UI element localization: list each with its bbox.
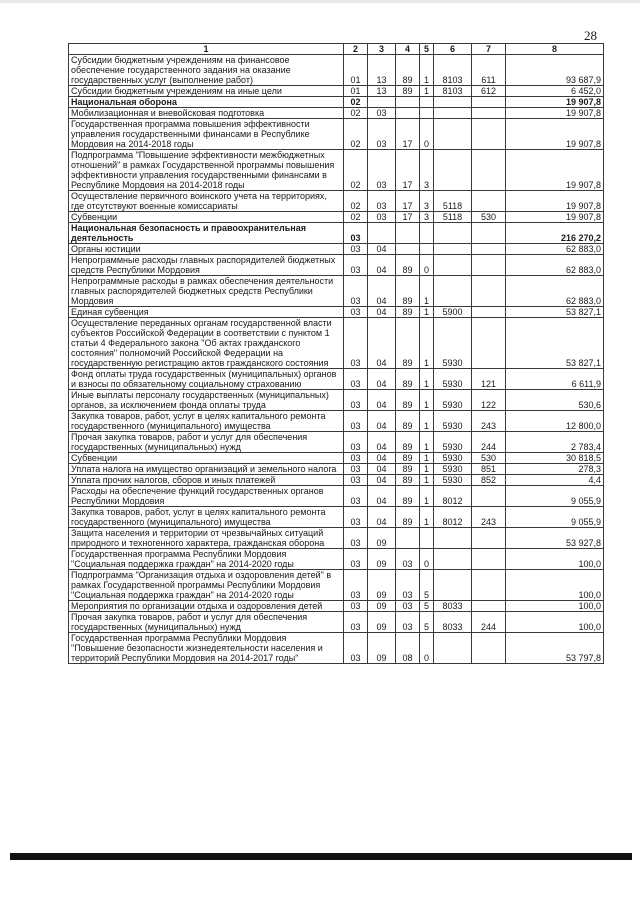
expense-type-cell (472, 191, 506, 212)
amount-cell: 53 927,8 (506, 528, 604, 549)
program-code-cell: 89 (396, 307, 420, 318)
direction-code-cell (434, 223, 472, 244)
row-name-cell: Органы юстиции (69, 244, 344, 255)
subsection-code-cell: 04 (368, 453, 396, 464)
direction-code-cell (434, 119, 472, 150)
section-code-cell: 03 (344, 528, 368, 549)
section-code-cell: 03 (344, 549, 368, 570)
header-cell: 6 (434, 44, 472, 55)
subsection-code-cell: 04 (368, 318, 396, 369)
direction-code-cell (434, 150, 472, 191)
header-cell: 7 (472, 44, 506, 55)
amount-cell: 4,4 (506, 475, 604, 486)
amount-cell: 9 055,9 (506, 507, 604, 528)
header-cell: 5 (420, 44, 434, 55)
row-name-cell: Субсидии бюджетным учреждениям на иные цели (69, 86, 344, 97)
direction-code-cell: 8012 (434, 507, 472, 528)
section-code-cell: 03 (344, 570, 368, 601)
subsection-code-cell: 04 (368, 369, 396, 390)
row-name-cell: Защита населения и территории от чрезвычайных ситуаций природного и техногенного характера, гражданская оборона (69, 528, 344, 549)
section-code-cell: 03 (344, 223, 368, 244)
amount-cell: 53 797,8 (506, 633, 604, 664)
table-row (69, 570, 604, 601)
amount-cell: 30 818,5 (506, 453, 604, 464)
header-cell: 1 (69, 44, 344, 55)
subsection-code-cell (368, 97, 396, 108)
amount-cell: 19 907,8 (506, 150, 604, 191)
direction-code-cell: 8033 (434, 601, 472, 612)
expense-type-cell (472, 223, 506, 244)
row-name-cell: Осуществление первичного воинского учета на территориях, где отсутствуют военные комиссариаты (69, 191, 344, 212)
amount-cell: 53 827,1 (506, 307, 604, 318)
subprogram-code-cell: 0 (420, 255, 434, 276)
table-row (69, 223, 604, 244)
subprogram-code-cell: 1 (420, 486, 434, 507)
section-code-cell: 03 (344, 486, 368, 507)
section-code-cell: 03 (344, 411, 368, 432)
subprogram-code-cell (420, 223, 434, 244)
row-name-cell: Непрограммные расходы главных распорядителей бюджетных средств Республики Мордовия (69, 255, 344, 276)
row-name-cell: Фонд оплаты труда государственных (муниципальных) органов и взносы по обязательному социальному страхованию (69, 369, 344, 390)
scan-bottom-bar (10, 853, 632, 860)
subprogram-code-cell: 1 (420, 307, 434, 318)
expense-type-cell: 244 (472, 612, 506, 633)
program-code-cell: 17 (396, 150, 420, 191)
row-name-cell: Осуществление переданных органам государственной власти субъектов Российской Федерации в соответствии с пунктом 1 статьи 4 Федерального закона "Об актах гражданского состояния" полномочий Российской Федерации на государственную регистрацию актов гражданского состояния (69, 318, 344, 369)
budget-table (68, 43, 604, 664)
expense-type-cell: 121 (472, 369, 506, 390)
subsection-code-cell: 04 (368, 244, 396, 255)
subsection-code-cell: 04 (368, 486, 396, 507)
section-code-cell: 02 (344, 150, 368, 191)
section-code-cell: 02 (344, 119, 368, 150)
amount-cell: 19 907,8 (506, 212, 604, 223)
table-row (69, 528, 604, 549)
section-code-cell: 03 (344, 318, 368, 369)
subsection-code-cell: 09 (368, 612, 396, 633)
expense-type-cell: 243 (472, 507, 506, 528)
expense-type-cell: 611 (472, 55, 506, 86)
row-name-cell: Единая субвенция (69, 307, 344, 318)
subsection-code-cell: 03 (368, 212, 396, 223)
program-code-cell: 03 (396, 570, 420, 601)
row-name-cell: Национальная безопасность и правоохранительная деятельность (69, 223, 344, 244)
subprogram-code-cell: 3 (420, 150, 434, 191)
row-name-cell: Иные выплаты персоналу государственных (муниципальных) органов, за исключением фонда оплаты труда (69, 390, 344, 411)
amount-cell: 19 907,8 (506, 108, 604, 119)
table-row (69, 411, 604, 432)
section-code-cell: 02 (344, 191, 368, 212)
program-code-cell: 89 (396, 464, 420, 475)
amount-cell: 62 883,0 (506, 244, 604, 255)
program-code-cell: 03 (396, 601, 420, 612)
program-code-cell: 89 (396, 318, 420, 369)
subsection-code-cell: 09 (368, 528, 396, 549)
subsection-code-cell: 03 (368, 191, 396, 212)
row-name-cell: Национальная оборона (69, 97, 344, 108)
section-code-cell: 03 (344, 633, 368, 664)
subsection-code-cell: 04 (368, 464, 396, 475)
program-code-cell: 89 (396, 411, 420, 432)
subprogram-code-cell: 1 (420, 369, 434, 390)
header-cell: 8 (506, 44, 604, 55)
subprogram-code-cell: 1 (420, 453, 434, 464)
table-row (69, 276, 604, 307)
table-row (69, 601, 604, 612)
subprogram-code-cell (420, 108, 434, 119)
expense-type-cell (472, 97, 506, 108)
section-code-cell: 03 (344, 276, 368, 307)
subsection-code-cell: 09 (368, 633, 396, 664)
amount-cell: 9 055,9 (506, 486, 604, 507)
expense-type-cell (472, 276, 506, 307)
expense-type-cell (472, 633, 506, 664)
subsection-code-cell: 03 (368, 119, 396, 150)
section-code-cell: 02 (344, 212, 368, 223)
amount-cell: 278,3 (506, 464, 604, 475)
direction-code-cell: 5930 (434, 432, 472, 453)
header-cell: 4 (396, 44, 420, 55)
table-row (69, 475, 604, 486)
row-name-cell: Уплата прочих налогов, сборов и иных платежей (69, 475, 344, 486)
amount-cell: 6 611,9 (506, 369, 604, 390)
section-code-cell: 03 (344, 432, 368, 453)
subprogram-code-cell: 1 (420, 507, 434, 528)
direction-code-cell: 8033 (434, 612, 472, 633)
subprogram-code-cell (420, 528, 434, 549)
row-name-cell: Государственная программа Республики Мордовия "Социальная поддержка граждан" на 2014-2020 годы (69, 549, 344, 570)
direction-code-cell: 5930 (434, 318, 472, 369)
table-row (69, 612, 604, 633)
expense-type-cell (472, 570, 506, 601)
expense-type-cell: 243 (472, 411, 506, 432)
amount-cell: 19 907,8 (506, 119, 604, 150)
program-code-cell: 03 (396, 612, 420, 633)
expense-type-cell (472, 528, 506, 549)
expense-type-cell (472, 318, 506, 369)
header-cell: 3 (368, 44, 396, 55)
program-code-cell (396, 223, 420, 244)
table-row (69, 307, 604, 318)
subsection-code-cell: 04 (368, 411, 396, 432)
section-code-cell: 01 (344, 86, 368, 97)
subsection-code-cell: 04 (368, 276, 396, 307)
direction-code-cell: 5930 (434, 453, 472, 464)
row-name-cell: Закупка товаров, работ, услуг в целях капитального ремонта государственного (муниципального) имущества (69, 411, 344, 432)
program-code-cell: 89 (396, 486, 420, 507)
subsection-code-cell: 13 (368, 86, 396, 97)
program-code-cell (396, 108, 420, 119)
program-code-cell (396, 244, 420, 255)
table-row (69, 369, 604, 390)
expense-type-cell: 612 (472, 86, 506, 97)
amount-cell: 53 827,1 (506, 318, 604, 369)
direction-code-cell: 5900 (434, 307, 472, 318)
subsection-code-cell: 03 (368, 150, 396, 191)
program-code-cell (396, 97, 420, 108)
section-code-cell: 03 (344, 612, 368, 633)
direction-code-cell: 8103 (434, 86, 472, 97)
subprogram-code-cell: 5 (420, 612, 434, 633)
section-code-cell: 02 (344, 97, 368, 108)
table-row (69, 150, 604, 191)
section-code-cell: 03 (344, 601, 368, 612)
subprogram-code-cell: 1 (420, 86, 434, 97)
program-code-cell: 03 (396, 549, 420, 570)
expense-type-cell (472, 244, 506, 255)
subprogram-code-cell: 1 (420, 464, 434, 475)
table-row (69, 633, 604, 664)
amount-cell: 12 800,0 (506, 411, 604, 432)
program-code-cell (396, 528, 420, 549)
row-name-cell: Расходы на обеспечение функций государственных органов Республики Мордовия (69, 486, 344, 507)
direction-code-cell: 8103 (434, 55, 472, 86)
expense-type-cell: 852 (472, 475, 506, 486)
subprogram-code-cell (420, 97, 434, 108)
subsection-code-cell: 04 (368, 475, 396, 486)
direction-code-cell (434, 244, 472, 255)
direction-code-cell: 5930 (434, 475, 472, 486)
direction-code-cell: 5930 (434, 411, 472, 432)
expense-type-cell (472, 108, 506, 119)
expense-type-cell: 530 (472, 212, 506, 223)
amount-cell: 216 270,2 (506, 223, 604, 244)
expense-type-cell (472, 486, 506, 507)
subprogram-code-cell: 1 (420, 318, 434, 369)
direction-code-cell (434, 255, 472, 276)
subprogram-code-cell: 1 (420, 55, 434, 86)
expense-type-cell: 244 (472, 432, 506, 453)
section-code-cell: 03 (344, 390, 368, 411)
amount-cell: 62 883,0 (506, 276, 604, 307)
table-row (69, 86, 604, 97)
table-row (69, 507, 604, 528)
row-name-cell: Подпрограмма "Организация отдыха и оздоровления детей" в рамках Государственной программы Республики Мордовия "Социальная поддержка граждан" на 2014-2020 годы (69, 570, 344, 601)
row-name-cell: Прочая закупка товаров, работ и услуг для обеспечения государственных (муниципальных) нужд (69, 432, 344, 453)
subsection-code-cell: 13 (368, 55, 396, 86)
program-code-cell: 17 (396, 212, 420, 223)
program-code-cell: 17 (396, 119, 420, 150)
expense-type-cell: 530 (472, 453, 506, 464)
section-code-cell: 03 (344, 453, 368, 464)
direction-code-cell: 5930 (434, 390, 472, 411)
direction-code-cell (434, 549, 472, 570)
row-name-cell: Подпрограмма "Повышение эффективности межбюджетных отношений" в рамках Государственной программы повышения эффективности управления государственными финансами в Республике Мордовия на 2014-2018 годы (69, 150, 344, 191)
program-code-cell: 89 (396, 507, 420, 528)
program-code-cell: 08 (396, 633, 420, 664)
row-name-cell: Прочая закупка товаров, работ и услуг для обеспечения государственных (муниципальных) нужд (69, 612, 344, 633)
subprogram-code-cell: 1 (420, 432, 434, 453)
table-row (69, 464, 604, 475)
header-cell: 2 (344, 44, 368, 55)
amount-cell: 100,0 (506, 549, 604, 570)
section-code-cell: 03 (344, 369, 368, 390)
expense-type-cell: 122 (472, 390, 506, 411)
amount-cell: 6 452,0 (506, 86, 604, 97)
section-code-cell: 03 (344, 464, 368, 475)
section-code-cell: 03 (344, 475, 368, 486)
amount-cell: 100,0 (506, 570, 604, 601)
row-name-cell: Непрограммные расходы в рамках обеспечения деятельности главных распорядителей бюджетных средств Республики Мордовия (69, 276, 344, 307)
subsection-code-cell: 04 (368, 307, 396, 318)
amount-cell: 93 687,9 (506, 55, 604, 86)
program-code-cell: 89 (396, 55, 420, 86)
table-row (69, 97, 604, 108)
subprogram-code-cell: 1 (420, 390, 434, 411)
table-header-row (69, 44, 604, 55)
direction-code-cell: 5118 (434, 191, 472, 212)
subprogram-code-cell: 5 (420, 570, 434, 601)
subprogram-code-cell: 1 (420, 276, 434, 307)
table-row (69, 390, 604, 411)
program-code-cell: 17 (396, 191, 420, 212)
amount-cell: 19 907,8 (506, 97, 604, 108)
table-row (69, 255, 604, 276)
table-row (69, 119, 604, 150)
table-row (69, 55, 604, 86)
direction-code-cell (434, 633, 472, 664)
direction-code-cell (434, 570, 472, 601)
amount-cell: 100,0 (506, 601, 604, 612)
scan-edge (0, 0, 640, 3)
subprogram-code-cell: 0 (420, 549, 434, 570)
program-code-cell: 89 (396, 255, 420, 276)
row-name-cell: Закупка товаров, работ, услуг в целях капитального ремонта государственного (муниципального) имущества (69, 507, 344, 528)
expense-type-cell (472, 255, 506, 276)
table-row (69, 212, 604, 223)
amount-cell: 19 907,8 (506, 191, 604, 212)
subsection-code-cell: 09 (368, 601, 396, 612)
expense-type-cell (472, 150, 506, 191)
direction-code-cell: 8012 (434, 486, 472, 507)
table-row (69, 108, 604, 119)
expense-type-cell (472, 119, 506, 150)
table-row (69, 549, 604, 570)
section-code-cell: 01 (344, 55, 368, 86)
amount-cell: 2 783,4 (506, 432, 604, 453)
expense-type-cell: 851 (472, 464, 506, 475)
amount-cell: 100,0 (506, 612, 604, 633)
table-row (69, 453, 604, 464)
table-body (69, 55, 604, 664)
section-code-cell: 03 (344, 507, 368, 528)
subsection-code-cell: 04 (368, 255, 396, 276)
direction-code-cell (434, 108, 472, 119)
row-name-cell: Субсидии бюджетным учреждениям на финансовое обеспечение государственного задания на оказание государственных услуг (выполнение работ) (69, 55, 344, 86)
table-row (69, 486, 604, 507)
table-row (69, 244, 604, 255)
subsection-code-cell: 03 (368, 108, 396, 119)
subsection-code-cell: 04 (368, 390, 396, 411)
expense-type-cell (472, 601, 506, 612)
row-name-cell: Субвенции (69, 453, 344, 464)
subsection-code-cell: 04 (368, 507, 396, 528)
subprogram-code-cell: 1 (420, 411, 434, 432)
subsection-code-cell: 09 (368, 549, 396, 570)
direction-code-cell: 5930 (434, 369, 472, 390)
subprogram-code-cell: 0 (420, 633, 434, 664)
section-code-cell: 03 (344, 244, 368, 255)
row-name-cell: Мобилизационная и вневойсковая подготовка (69, 108, 344, 119)
subprogram-code-cell: 3 (420, 191, 434, 212)
subprogram-code-cell (420, 244, 434, 255)
table-row (69, 432, 604, 453)
direction-code-cell (434, 276, 472, 307)
table-row (69, 318, 604, 369)
amount-cell: 62 883,0 (506, 255, 604, 276)
direction-code-cell: 5118 (434, 212, 472, 223)
row-name-cell: Мероприятия по организации отдыха и оздоровления детей (69, 601, 344, 612)
section-code-cell: 03 (344, 307, 368, 318)
row-name-cell: Государственная программа повышения эффективности управления государственными финансами в Республике Мордовия на 2014-2018 годы (69, 119, 344, 150)
subprogram-code-cell: 3 (420, 212, 434, 223)
program-code-cell: 89 (396, 475, 420, 486)
program-code-cell: 89 (396, 86, 420, 97)
section-code-cell: 02 (344, 108, 368, 119)
section-code-cell: 03 (344, 255, 368, 276)
subsection-code-cell: 04 (368, 432, 396, 453)
table-row (69, 191, 604, 212)
row-name-cell: Субвенции (69, 212, 344, 223)
subprogram-code-cell: 1 (420, 475, 434, 486)
page-number: 28 (584, 28, 597, 43)
program-code-cell: 89 (396, 276, 420, 307)
expense-type-cell (472, 307, 506, 318)
subsection-code-cell: 09 (368, 570, 396, 601)
row-name-cell: Уплата налога на имущество организаций и земельного налога (69, 464, 344, 475)
row-name-cell: Государственная программа Республики Мордовия "Повышение безопасности жизнедеятельности населения и территорий Республики Мордовия на 2014-2017 годы" (69, 633, 344, 664)
direction-code-cell (434, 528, 472, 549)
program-code-cell: 89 (396, 432, 420, 453)
subsection-code-cell (368, 223, 396, 244)
direction-code-cell: 5930 (434, 464, 472, 475)
amount-cell: 530,6 (506, 390, 604, 411)
program-code-cell: 89 (396, 453, 420, 464)
expense-type-cell (472, 549, 506, 570)
subprogram-code-cell: 5 (420, 601, 434, 612)
subprogram-code-cell: 0 (420, 119, 434, 150)
program-code-cell: 89 (396, 369, 420, 390)
direction-code-cell (434, 97, 472, 108)
program-code-cell: 89 (396, 390, 420, 411)
